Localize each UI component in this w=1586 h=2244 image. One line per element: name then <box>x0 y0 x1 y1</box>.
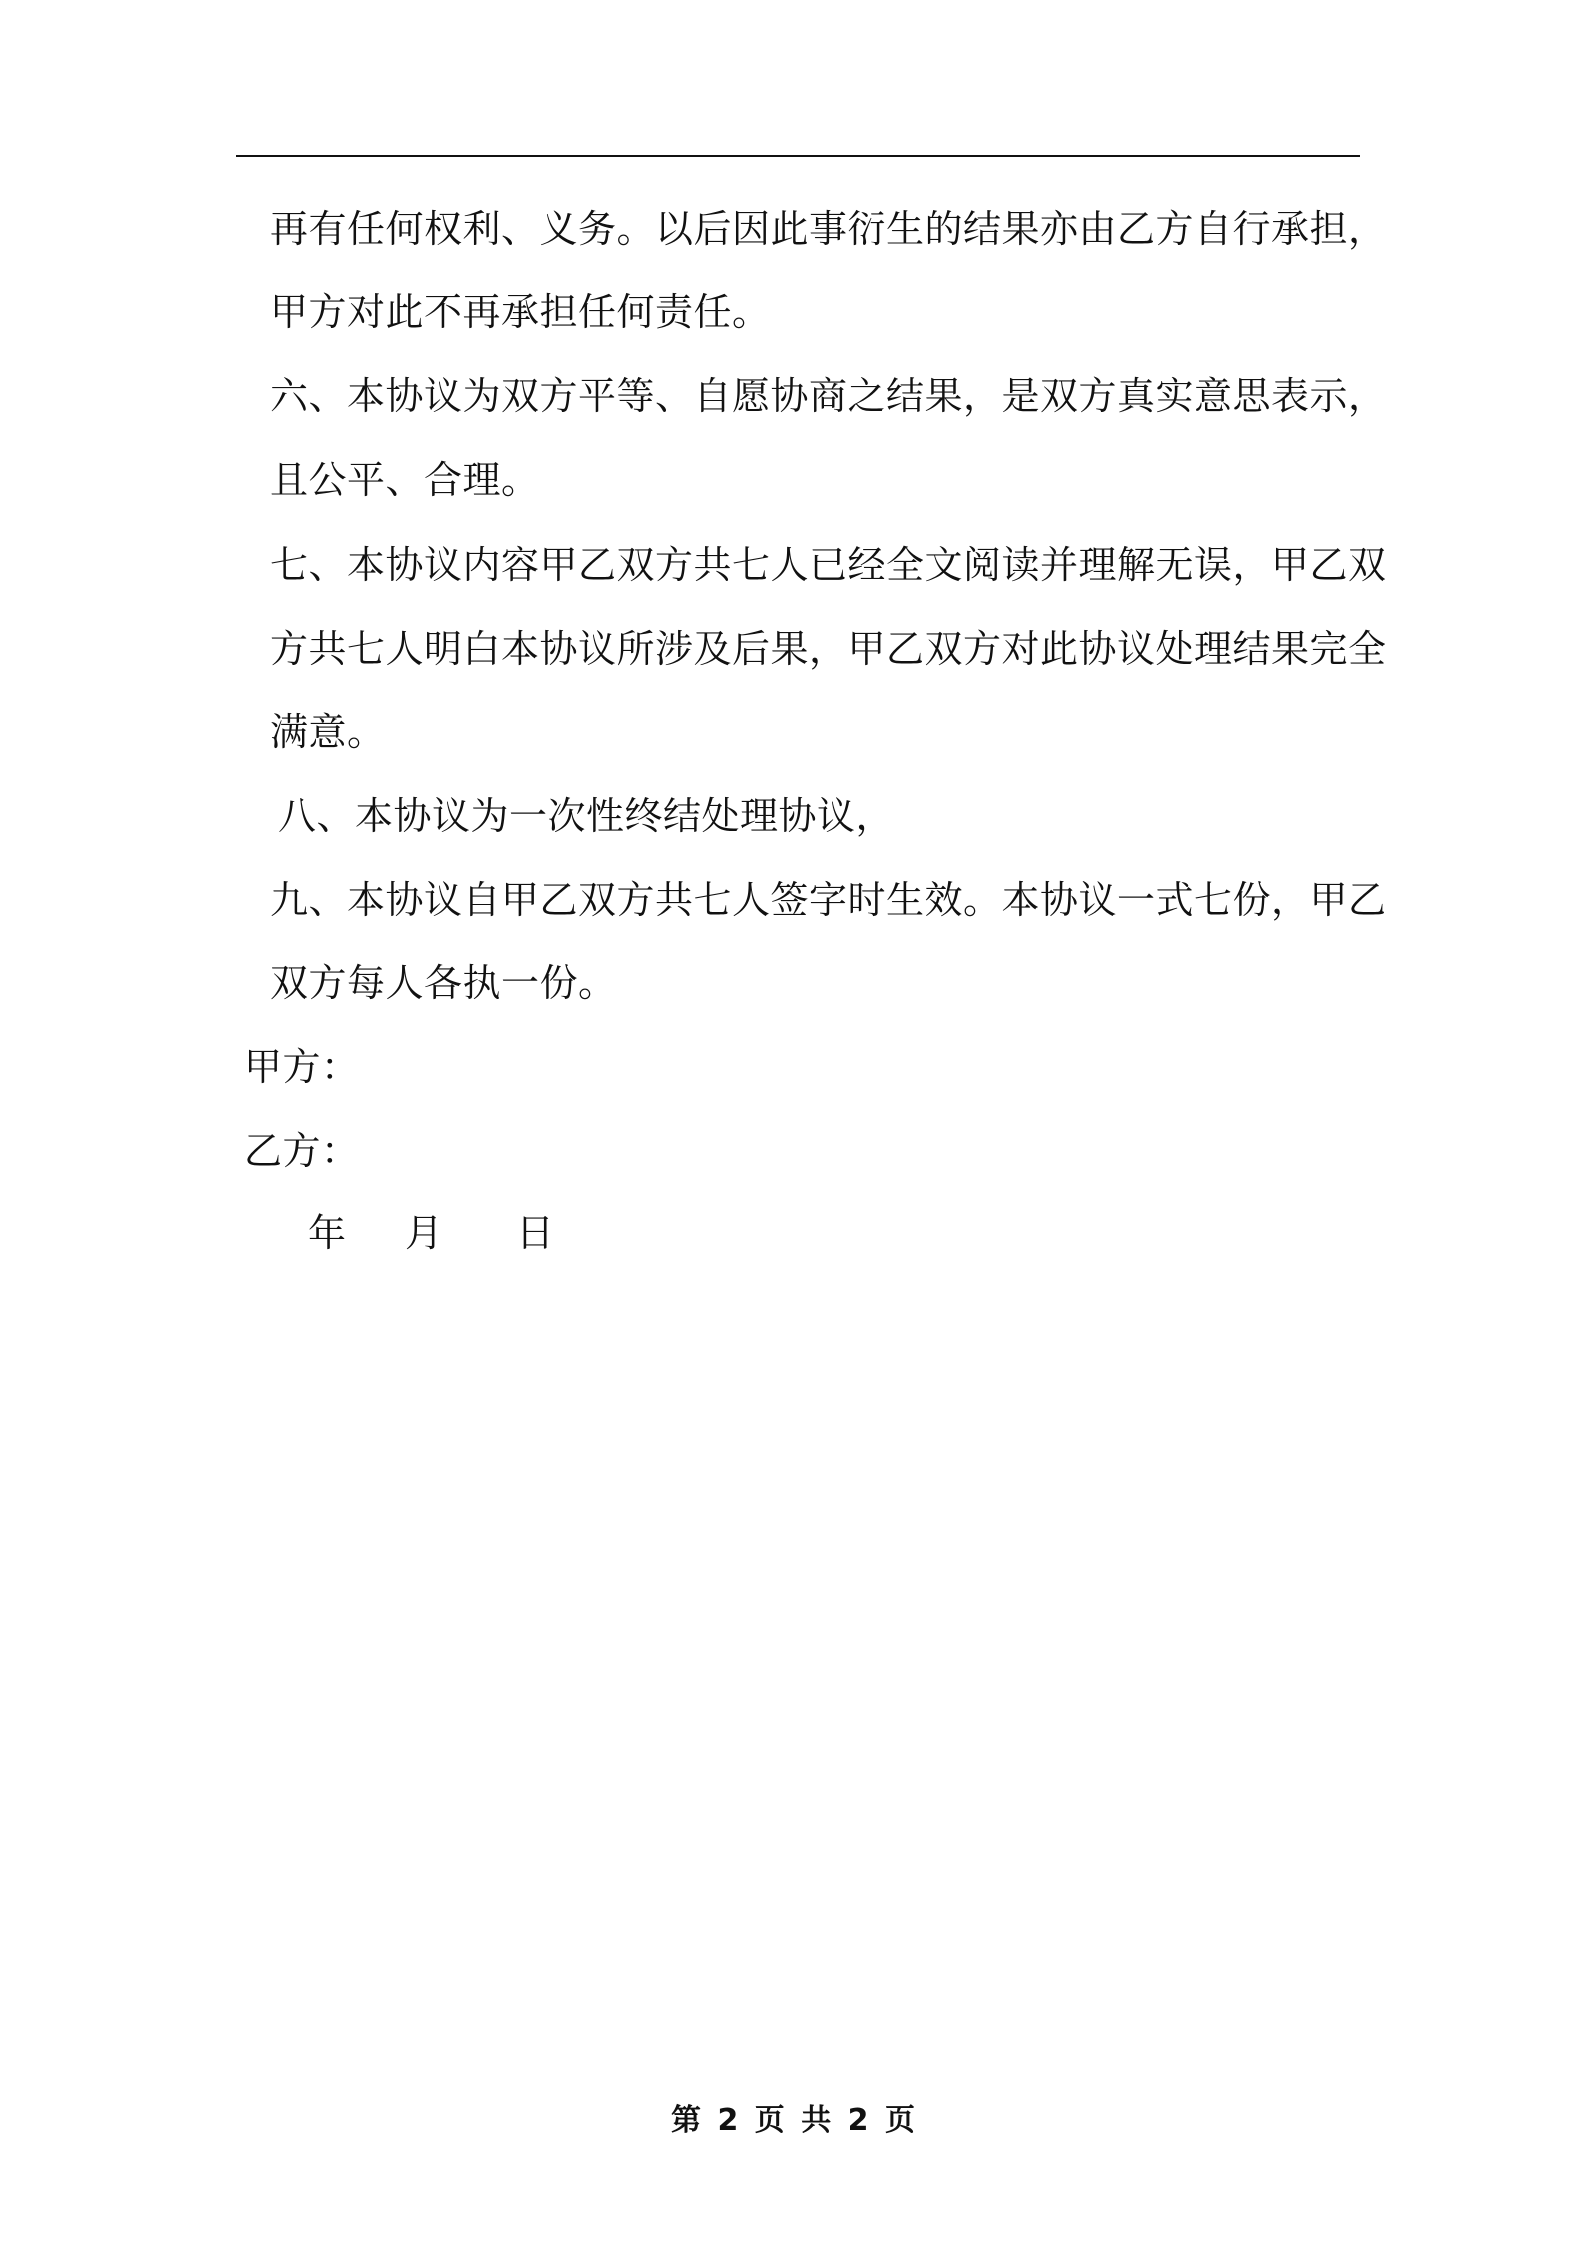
body-line: 且公平、合理。 <box>270 458 540 502</box>
party-a-signature-label: 甲方： <box>244 1045 360 1089</box>
body-line: 双方每人各执一份。 <box>270 961 617 1005</box>
date-month-label: 月 <box>405 1211 444 1255</box>
body-line: 再有任何权利、义务。以后因此事衍生的结果亦由乙方自行承担， <box>270 207 1387 251</box>
clause-6-line: 六、本协议为双方平等、自愿协商之结果，是双方真实意思表示， <box>270 374 1387 418</box>
page-number-footer: 第 2 页 共 2 页 <box>671 2103 915 2138</box>
date-day-label: 日 <box>516 1211 555 1255</box>
date-year-label: 年 <box>308 1211 347 1255</box>
party-b-signature-label: 乙方： <box>244 1129 360 1173</box>
body-line: 满意。 <box>270 710 386 754</box>
body-line: 方共七人明白本协议所涉及后果，甲乙双方对此协议处理结果完全 <box>270 627 1387 671</box>
clause-8-line: 八、本协议为一次性终结处理协议， <box>278 794 895 838</box>
clause-7-line: 七、本协议内容甲乙双方共七人已经全文阅读并理解无误，甲乙双 <box>270 543 1387 587</box>
body-line: 甲方对此不再承担任何责任。 <box>270 290 771 334</box>
clause-9-line: 九、本协议自甲乙双方共七人签字时生效。本协议一式七份，甲乙 <box>270 878 1387 922</box>
header-rule <box>236 155 1360 157</box>
